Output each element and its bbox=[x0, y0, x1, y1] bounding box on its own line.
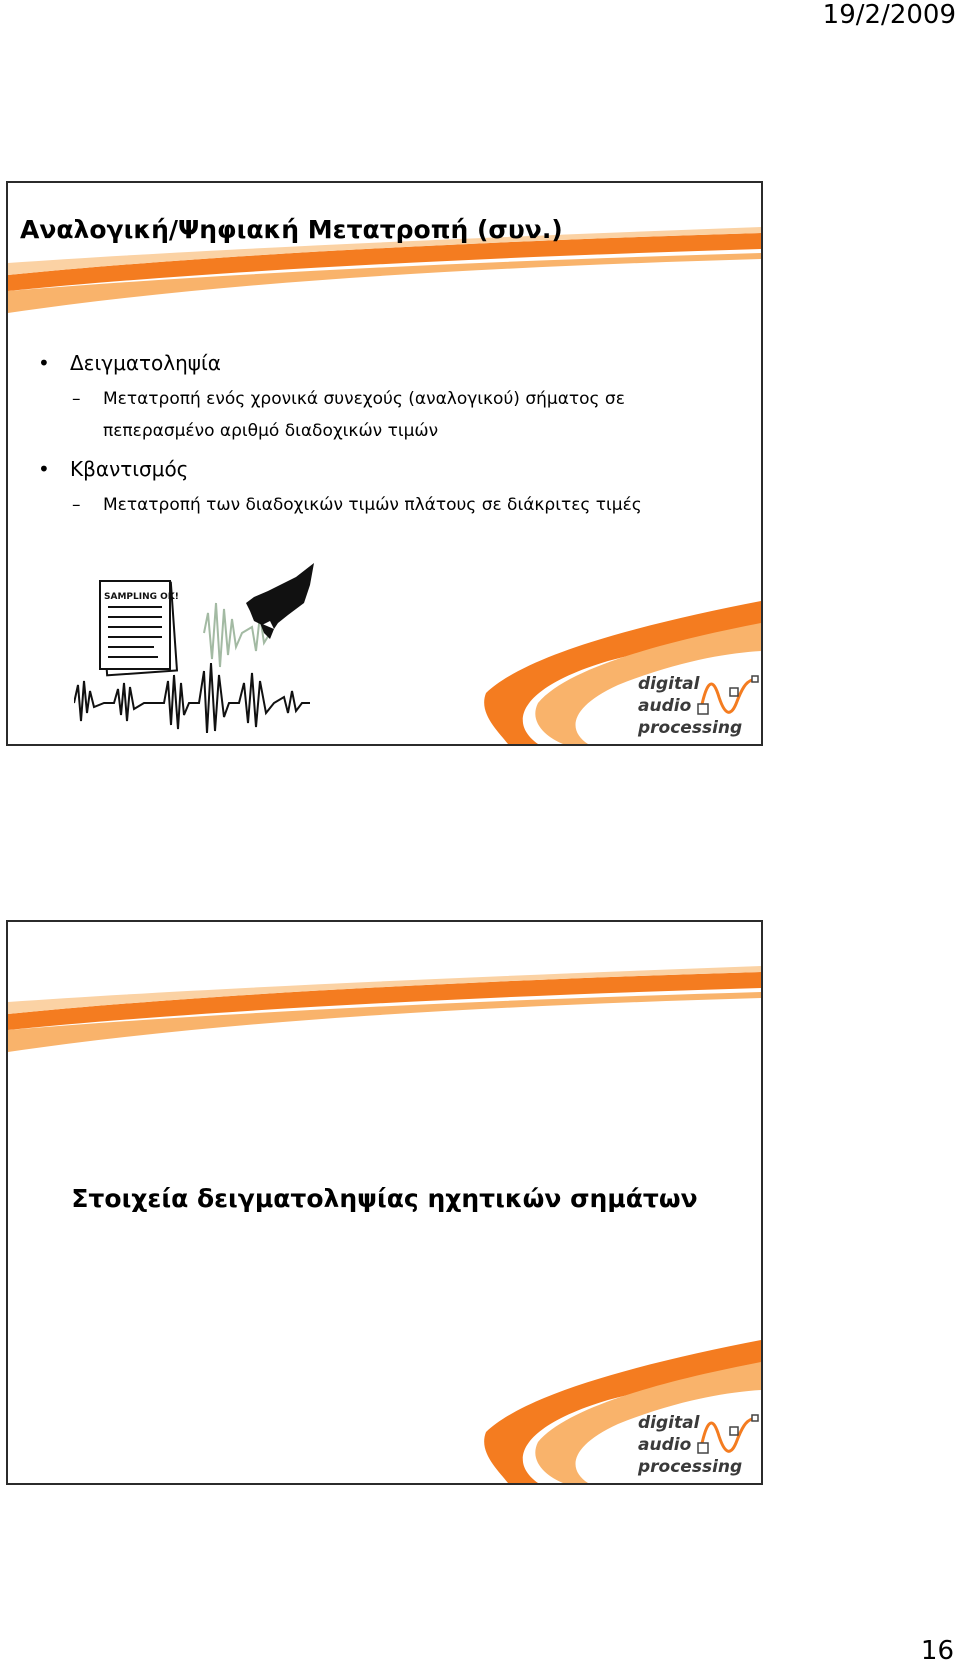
slide-1 bbox=[6, 181, 763, 746]
bullet-label: Κβαντισμός bbox=[70, 457, 189, 481]
logo-word-audio: audio bbox=[638, 1435, 692, 1455]
document-stack-icon bbox=[100, 581, 179, 675]
sampling-illustration bbox=[74, 563, 344, 733]
dash-icon: – bbox=[72, 495, 81, 515]
logo-word-audio: audio bbox=[638, 696, 692, 716]
slide-2 bbox=[6, 920, 763, 1485]
document-label: SAMPLING OK! bbox=[104, 592, 179, 602]
logo-signal-icon bbox=[696, 1413, 760, 1459]
bullet-label: Δειγματοληψία bbox=[70, 351, 221, 375]
logo-word-processing: processing bbox=[638, 718, 743, 738]
sub-bullet-text: Μετατροπή των διαδοχικών τιμών πλάτους σε διάκριτες τιμές bbox=[103, 495, 642, 515]
bullet-item bbox=[38, 351, 738, 375]
slide-2-title: Στοιχεία δειγματοληψίας ηχητικών σημάτων bbox=[71, 1184, 698, 1213]
logo-signal-icon bbox=[696, 674, 760, 720]
page-number: 16 bbox=[920, 1636, 954, 1666]
logo-word-digital: digital bbox=[638, 674, 700, 694]
bullet-dot-icon: • bbox=[38, 457, 50, 481]
sub-bullet-item bbox=[38, 383, 738, 447]
digital-audio-processing-logo bbox=[638, 674, 758, 738]
sub-bullet-item bbox=[38, 489, 738, 521]
bullet-list bbox=[38, 351, 738, 531]
bullet-item bbox=[38, 457, 738, 481]
logo-word-processing: processing bbox=[638, 1457, 743, 1477]
bullet-dot-icon: • bbox=[38, 351, 50, 375]
slide-1-title: Αναλογική/Ψηφιακή Μετατροπή (συν.) bbox=[20, 215, 563, 244]
header-date: 19/2/2009 bbox=[822, 0, 956, 30]
logo-word-digital: digital bbox=[638, 1413, 700, 1433]
sub-bullet-text: Μετατροπή ενός χρονικά συνεχούς (αναλογικού) σήματος σε πεπερασμένο αριθμό διαδοχικών τιμών bbox=[103, 389, 625, 441]
dash-icon: – bbox=[72, 389, 81, 409]
hand-icon bbox=[246, 563, 314, 639]
digital-audio-processing-logo bbox=[638, 1413, 758, 1477]
